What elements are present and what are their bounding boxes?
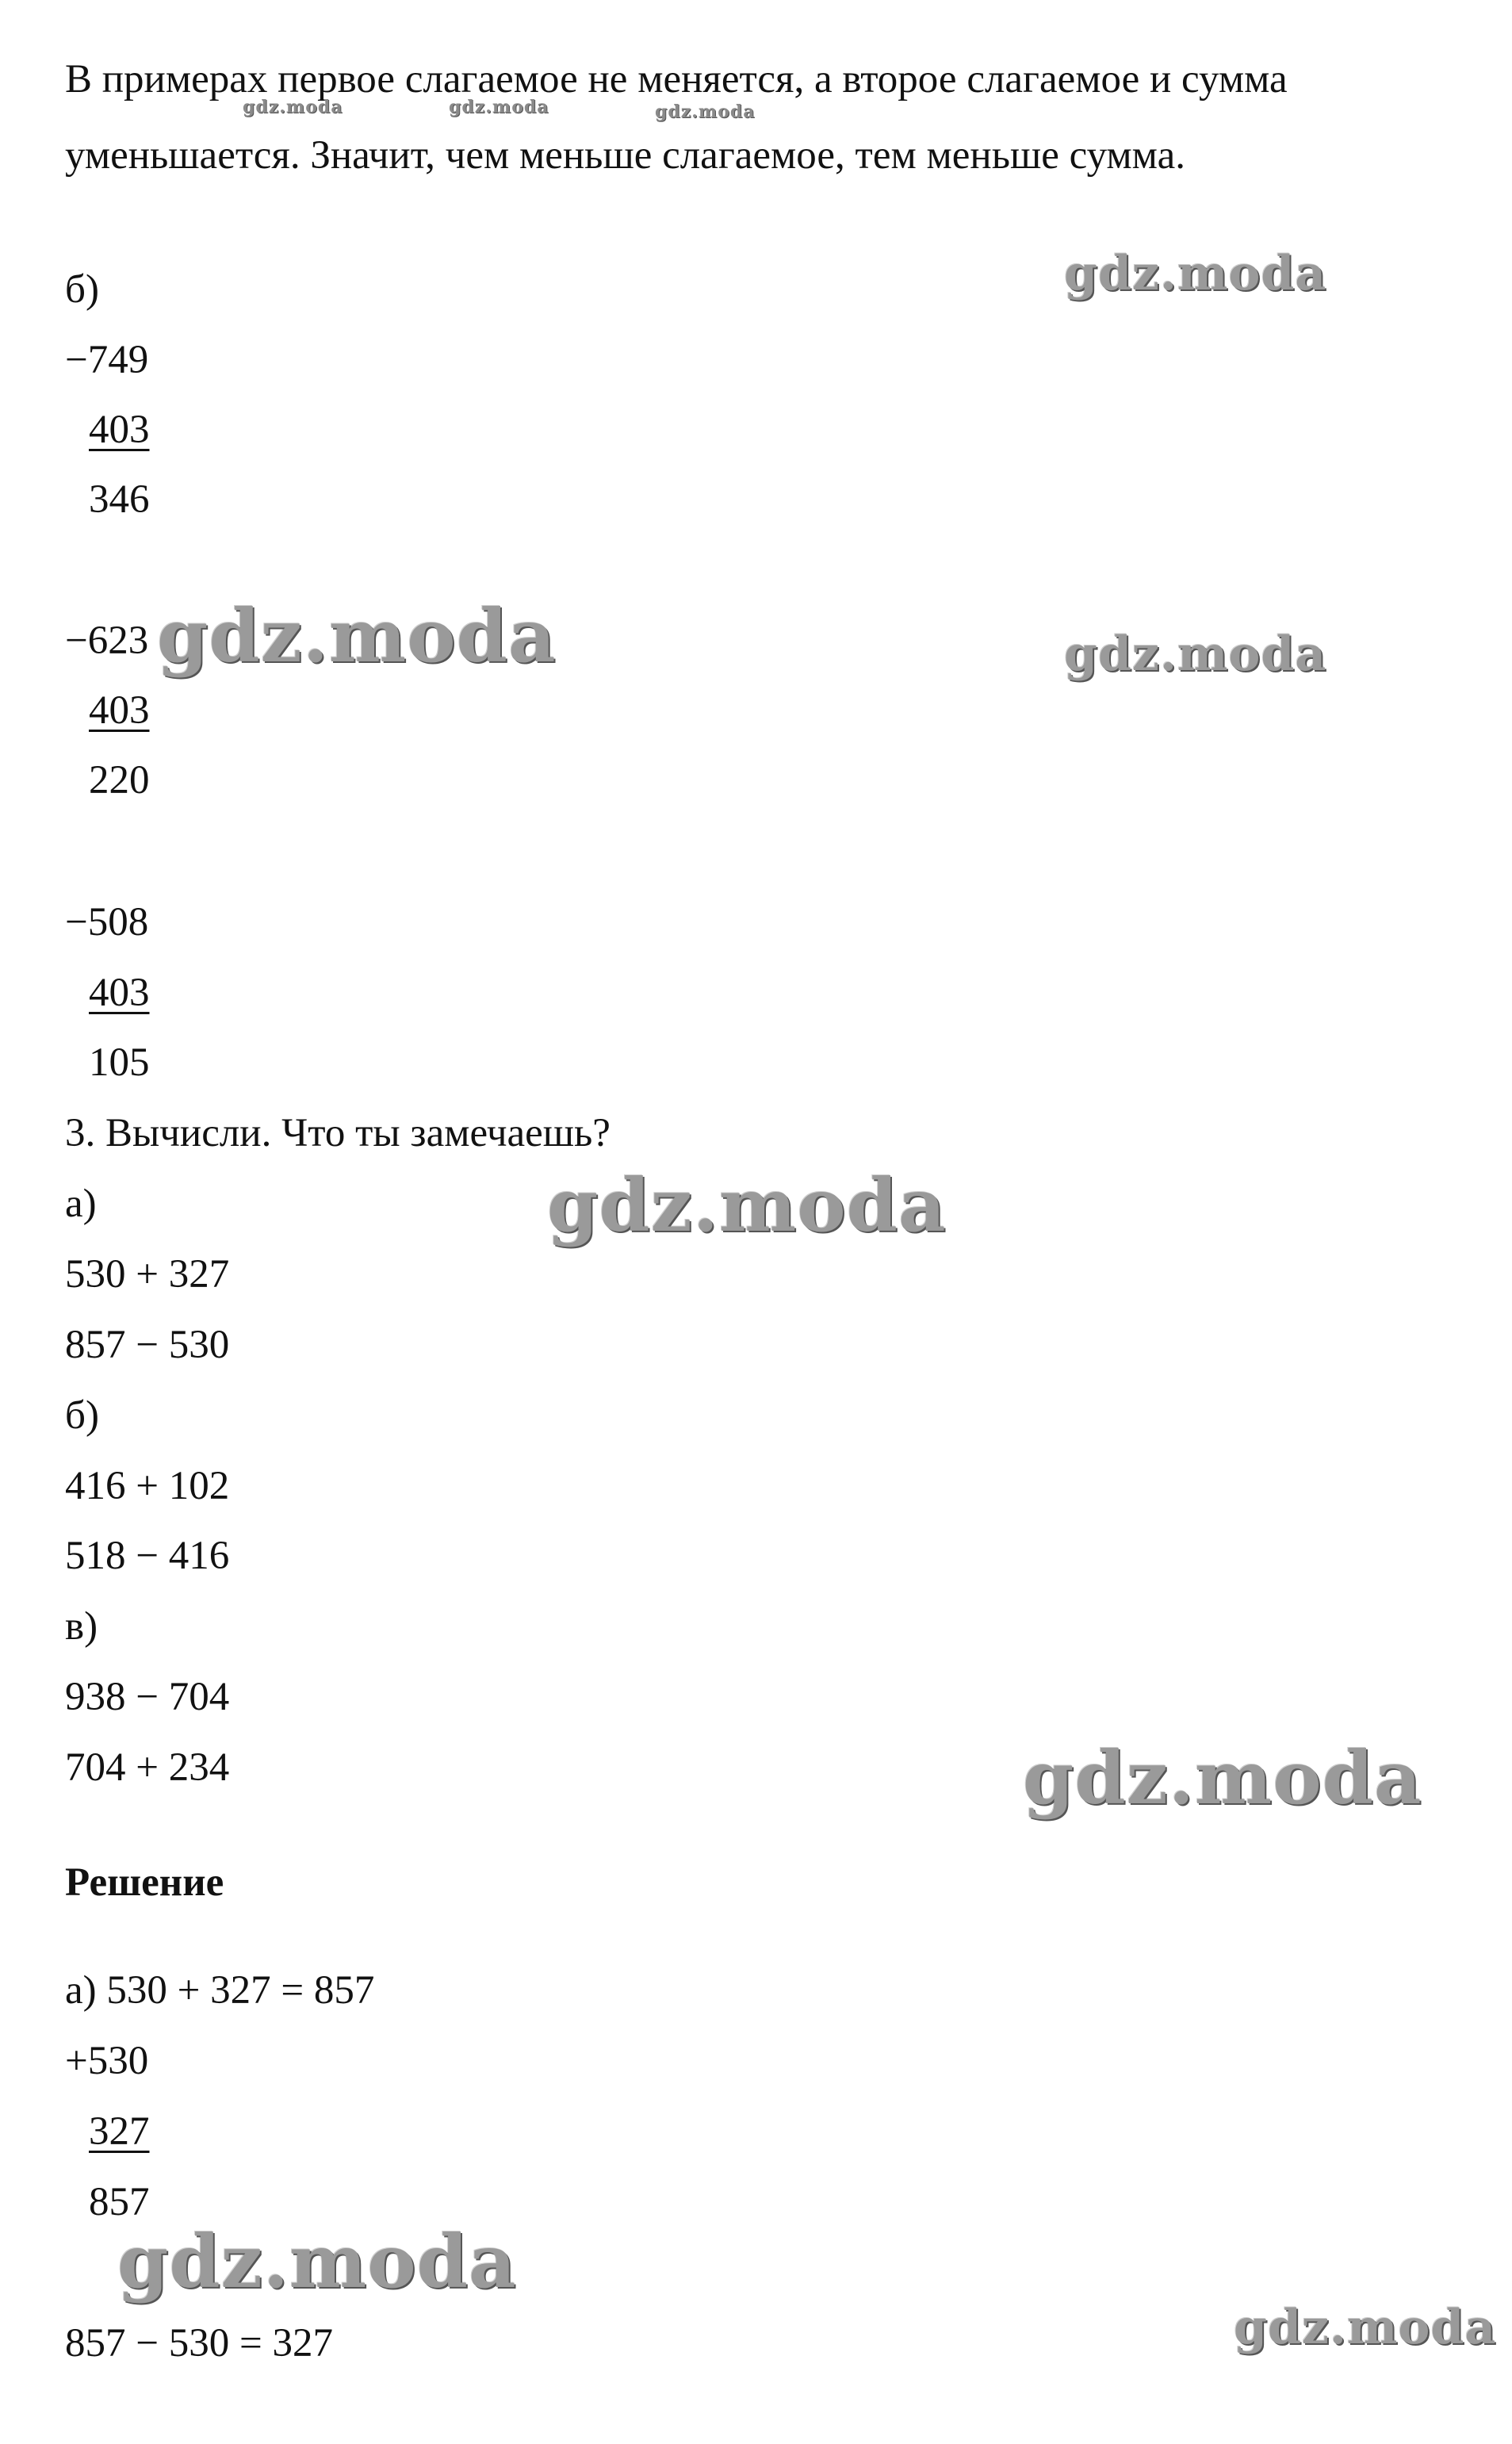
- watermark: gdz.moda: [547, 1163, 947, 1248]
- task3-v2: 704 + 234: [65, 1745, 230, 1790]
- col1-subtrahend: 403: [89, 408, 150, 452]
- task3-a-label: а): [65, 1182, 97, 1226]
- solution-col-addend1: +530: [65, 2039, 149, 2083]
- watermark: gdz.moda: [243, 97, 343, 117]
- watermark: gdz.moda: [157, 593, 557, 679]
- col3-result: 105: [89, 1040, 150, 1085]
- col2-result: 220: [89, 758, 150, 803]
- watermark: gdz.moda: [449, 97, 549, 117]
- watermark: gdz.moda: [1064, 246, 1327, 301]
- intro-line-1: В примерах первое слагаемое не меняется, а второе слагаемое и сумма: [65, 57, 1288, 102]
- part-b-label: б): [65, 267, 99, 312]
- col2-subtrahend: 403: [89, 688, 150, 733]
- task3-b1: 416 + 102: [65, 1464, 230, 1508]
- task3-v1: 938 − 704: [65, 1675, 230, 1719]
- task3-a1: 530 + 327: [65, 1252, 230, 1297]
- col1-result: 346: [89, 477, 150, 522]
- watermark: gdz.moda: [117, 2219, 517, 2304]
- solution-col-sum: 857: [89, 2180, 150, 2224]
- col3-minuend: −508: [65, 900, 149, 944]
- watermark: gdz.moda: [655, 102, 756, 122]
- intro-line-2: уменьшается. Значит, чем меньше слагаемое, тем меньше сумма.: [65, 133, 1185, 178]
- task3-b-label: б): [65, 1393, 99, 1438]
- col1-minuend: −749: [65, 338, 149, 382]
- watermark: gdz.moda: [1064, 626, 1327, 682]
- task3-title: 3. Вычисли. Что ты замечаешь?: [65, 1111, 611, 1155]
- solution-equation-2: 857 − 530 = 327: [65, 2321, 334, 2365]
- solution-col-addend2: 327: [89, 2109, 150, 2154]
- task3-b2: 518 − 416: [65, 1534, 230, 1578]
- task3-v-label: в): [65, 1604, 98, 1649]
- solution-heading: Решение: [65, 1860, 224, 1905]
- col3-subtrahend: 403: [89, 971, 150, 1015]
- watermark: gdz.moda: [1023, 1735, 1422, 1821]
- solution-a-equation: а) 530 + 327 = 857: [65, 1968, 375, 2013]
- col2-minuend: −623: [65, 619, 149, 663]
- task3-a2: 857 − 530: [65, 1323, 230, 1367]
- watermark: gdz.moda: [1234, 2300, 1497, 2355]
